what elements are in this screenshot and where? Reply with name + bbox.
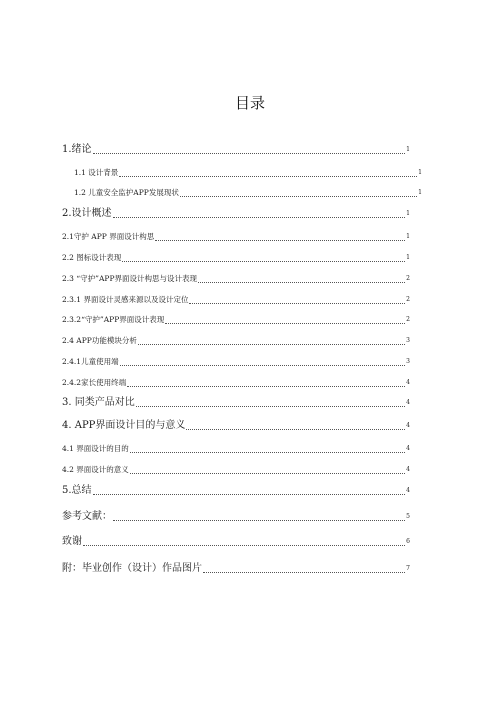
toc-entry-page: 2 (406, 316, 410, 323)
toc-entry-label: 4. APP界面设计目的与意义 (62, 420, 186, 431)
dot-leader (113, 519, 405, 521)
toc-entry-label: 参考文献： (62, 511, 112, 522)
toc-entry-2-4[interactable] (62, 335, 410, 347)
toc-entry-page: 2 (406, 296, 410, 303)
toc-entry-label: 1.绪论 (62, 144, 92, 155)
toc-entry-page: 4 (406, 466, 410, 473)
toc-entry-page: 1 (406, 210, 410, 217)
toc-entry-page: 2 (406, 275, 410, 282)
toc-entry-acknowledgements[interactable] (62, 536, 410, 548)
dot-leader (127, 385, 405, 387)
toc-entry-label: 致谢 (62, 536, 82, 547)
toc-entry-1[interactable] (62, 144, 410, 156)
toc-entry-page: 1 (406, 146, 410, 153)
dot-leader (138, 343, 405, 345)
toc-entry-label: 4.1 界面设计的目的 (62, 444, 129, 453)
toc-entry-label: 1.2 儿童安全监护APP发展现状 (74, 188, 179, 197)
toc-entry-page: 1 (406, 233, 410, 240)
toc-entry-label: 2.3.2“守护”APP界面设计表现 (62, 315, 165, 324)
toc-entry-page: 5 (406, 513, 410, 520)
toc-entry-page: 1 (418, 169, 422, 176)
toc-entry-page: 1 (418, 189, 422, 196)
toc-entry-5[interactable] (62, 485, 410, 497)
toc-entry-label: 5.总结 (62, 485, 92, 496)
toc-entry-label: 2.4 APP功能模块分析 (62, 336, 137, 345)
toc-entry-2[interactable] (62, 208, 410, 220)
toc-entry-3[interactable] (62, 397, 410, 409)
dot-leader (189, 302, 405, 304)
toc-entry-label: 2.1守护 APP 界面设计构思 (62, 232, 155, 241)
toc-entry-2-3-2[interactable] (62, 314, 410, 326)
toc-entry-page: 4 (406, 399, 410, 406)
dot-leader (119, 175, 417, 177)
toc-entry-4-2[interactable] (62, 464, 410, 476)
toc-entry-2-3[interactable] (62, 273, 410, 285)
dot-leader (120, 364, 406, 366)
dot-leader (186, 428, 405, 430)
dot-leader (83, 544, 405, 546)
toc-entry-label: 2.3.1 界面设计灵感来源以及设计定位 (62, 295, 189, 304)
toc-entry-page: 4 (406, 487, 410, 494)
dot-leader (165, 322, 405, 324)
toc-entry-label: 3. 同类产品对比 (62, 397, 135, 408)
dot-leader (203, 571, 405, 573)
toc-entry-page: 7 (406, 565, 410, 572)
toc-entry-2-4-2[interactable] (62, 377, 410, 389)
dot-leader (113, 216, 406, 218)
dot-leader (130, 451, 405, 453)
toc-entry-2-2[interactable] (62, 252, 410, 264)
toc-entry-4[interactable] (62, 420, 410, 432)
toc-entry-appendix[interactable] (62, 563, 410, 575)
toc-entry-label: 2.3 “守护”APP界面设计构思与设计表现 (62, 274, 197, 283)
dot-leader (180, 195, 417, 197)
toc-entry-references[interactable] (62, 511, 410, 523)
toc-entry-page: 4 (406, 379, 410, 386)
toc-entry-label: 2.设计概述 (62, 208, 112, 219)
toc-entry-page: 4 (406, 445, 410, 452)
toc-entry-2-1[interactable] (62, 231, 410, 243)
toc-entry-page: 6 (406, 538, 410, 545)
dot-leader (136, 405, 405, 407)
toc-entry-label: 4.2 界面设计的意义 (62, 465, 129, 474)
toc-entry-label: 2.4.1儿童使用端 (62, 357, 119, 366)
dot-leader (155, 239, 405, 241)
toc-entry-label: 1.1 设计背景 (74, 168, 119, 177)
dot-leader (198, 281, 405, 283)
toc-entry-label: 附：毕业创作（设计）作品图片 (62, 563, 202, 574)
dot-leader (130, 472, 405, 474)
toc-entry-page: 3 (406, 337, 410, 344)
toc-entry-page: 4 (406, 422, 410, 429)
dot-leader (93, 493, 406, 495)
toc-entry-page: 1 (406, 254, 410, 261)
dot-leader (93, 152, 406, 154)
toc-entry-label: 2.4.2家长使用终端 (62, 378, 127, 387)
toc-entry-2-3-1[interactable] (62, 294, 410, 306)
toc-entry-label: 2.2 图标设计表现 (62, 253, 122, 262)
toc-entry-page: 3 (406, 358, 410, 365)
toc-title: 目录 (234, 94, 265, 112)
toc-entry-1-2[interactable] (62, 187, 422, 199)
toc-entry-2-4-1[interactable] (62, 356, 410, 368)
toc-entry-1-1[interactable] (62, 167, 422, 179)
toc-entry-4-1[interactable] (62, 443, 410, 455)
dot-leader (122, 260, 405, 262)
